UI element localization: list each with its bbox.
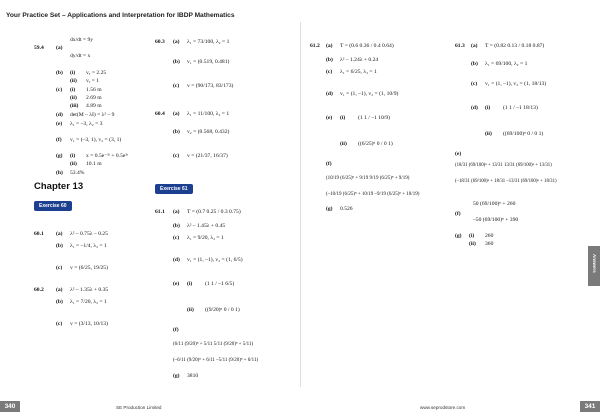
answer-text: v₁ = (1, –1), v₂ = (1, 6/5) (187, 257, 243, 263)
part-label: (a) (56, 231, 63, 237)
answer-matrix-row: 50 (69/100)ⁿ + 260 (473, 201, 516, 207)
answer-text: (1 1 / –1 18/13) (503, 105, 538, 111)
answer-text: λ₁ = 7/20, λ₂ = 1 (70, 299, 107, 305)
side-tab-label: Answers (592, 254, 597, 273)
subpart-label: (ii) (469, 241, 476, 247)
subpart-label: (ii) (485, 131, 492, 137)
part-label: (b) (173, 223, 180, 229)
answer-text: vₓ = 2.25 (86, 70, 107, 76)
part-label: (a) (56, 45, 63, 51)
answer-matrix-row: (–6/11 (9/20)ⁿ + 6/11 –5/11 (9/20)ⁿ + 6/11) (173, 358, 259, 363)
part-label: (f) (326, 161, 332, 167)
question-number: 61.2 (310, 43, 320, 49)
part-label: (g) (56, 153, 63, 159)
answer-text: ((69/100)ⁿ 0 / 0 1) (503, 131, 544, 137)
subpart-label: (i) (70, 87, 76, 93)
answer-text: v₁ = (0.519, 0.481) (187, 59, 230, 65)
answer-text: 1.56 m (86, 87, 102, 93)
answer-text: v = (21/37, 16/37) (187, 153, 228, 159)
part-label: (b) (56, 243, 63, 249)
answer-matrix-row: –50 (69/100)ⁿ + 390 (473, 217, 519, 223)
part-label: (c) (326, 69, 333, 75)
answers-side-tab (588, 246, 600, 286)
chapter-heading: Chapter 13 (34, 181, 84, 192)
answer-matrix-row: (–10/19 (6/25)ⁿ + 10/19 –9/19 (6/25)ⁿ + 10/19) (326, 192, 420, 197)
subpart-label: (iii) (70, 103, 79, 109)
part-label: (f) (173, 327, 179, 333)
answer-text: v = (6/25, 19/25) (70, 265, 108, 271)
publisher-website: www.seprodstore.com (420, 405, 466, 410)
running-header: Your Practice Set – Applications and Interpretation for IBDP Mathematics (6, 12, 235, 19)
answer-text: v = (90/173, 83/173) (187, 83, 234, 89)
answer-text: 2.69 m (86, 95, 102, 101)
publisher-name: SE Production Limited (116, 405, 162, 410)
answer-text: T = (0.6 0.36 / 0.4 0.64) (340, 43, 394, 49)
page-gutter (300, 22, 301, 387)
part-label: (a) (173, 39, 180, 45)
part-label: (b) (173, 59, 180, 65)
answer-text: λ₁ = 73/100, λ₂ = 1 (187, 39, 230, 45)
subpart-label: (ii) (70, 161, 77, 167)
answer-matrix-row: (10/19 (6/25)ⁿ + 9/19 9/19 (6/25)ⁿ + 9/19) (326, 176, 410, 181)
answer-text: v₁ = (1, –1), v₂ = (1, 10/9) (340, 91, 399, 97)
part-label: (a) (173, 111, 180, 117)
part-label: (g) (326, 206, 333, 212)
exercise-tag: Exercise 61 (155, 184, 193, 194)
answer-text: 10.1 m (86, 161, 102, 167)
question-number: 59.4 (34, 45, 44, 51)
answer-text: λ² – 0.75λ – 0.25 (70, 231, 108, 237)
part-label: (c) (56, 321, 63, 327)
question-number: 60.4 (155, 111, 165, 117)
answer-text: (1 1 / –1 10/9) (358, 115, 391, 121)
answer-text: 4.89 m (86, 103, 102, 109)
answer-matrix-row: (18/31 (69/100)ⁿ + 13/31 13/31 (69/100)ⁿ + 13/31) (455, 163, 552, 168)
part-label: (b) (326, 57, 333, 63)
part-label: (h) (56, 170, 63, 176)
answer-text: λ² – 1.24λ + 0.24 (340, 57, 379, 63)
part-label: (d) (326, 91, 333, 97)
answer-text: 53.4% (70, 170, 85, 176)
page-number-left: 340 (0, 401, 20, 412)
page-number-right: 341 (580, 401, 600, 412)
question-number: 60.2 (34, 287, 44, 293)
question-number: 61.1 (155, 209, 165, 215)
answer-text: λ₁ = 69/100, λ₂ = 1 (485, 61, 528, 67)
part-label: (b) (471, 61, 478, 67)
answer-text: 3810 (187, 373, 199, 379)
answer-text: dy/dt = x (70, 53, 91, 59)
answer-text: dx/dt = 9y (70, 37, 94, 43)
part-label: (a) (56, 287, 63, 293)
subpart-label: (ii) (340, 141, 347, 147)
subpart-label: (i) (187, 281, 193, 287)
part-label: (g) (455, 233, 462, 239)
answer-text: v₁ = (1, –1), v₂ = (1, 18/13) (485, 81, 547, 87)
part-label: (a) (471, 43, 478, 49)
question-number: 61.3 (455, 43, 465, 49)
part-label: (c) (173, 83, 180, 89)
part-label: (c) (471, 81, 478, 87)
answer-text: λ₁ = 11/100, λ₂ = 1 (187, 111, 230, 117)
part-label: (b) (173, 129, 180, 135)
question-number: 60.1 (34, 231, 44, 237)
subpart-label: (i) (70, 70, 76, 76)
answer-matrix-row: (–18/31 (69/100)ⁿ + 18/31 –13/31 (69/100)ⁿ + 18/31) (455, 179, 557, 184)
part-label: (d) (471, 105, 478, 111)
part-label: (b) (56, 70, 63, 76)
answer-text: T = (0.82 0.13 / 0.18 0.87) (485, 43, 545, 49)
answer-text: v = (3/13, 10/13) (70, 321, 108, 327)
answer-text: ((9/20)ⁿ 0 / 0 1) (205, 307, 240, 313)
subpart-label: (ii) (187, 307, 194, 313)
answer-text: v₂ = (0.568, 0.432) (187, 129, 230, 135)
subpart-label: (i) (340, 115, 346, 121)
part-label: (e) (455, 151, 462, 157)
part-label: (c) (56, 87, 63, 93)
answer-text: T = (0.7 0.25 / 0.3 0.75) (187, 209, 241, 215)
answer-text: (1 1 / –1 6/5) (205, 281, 235, 287)
footer (0, 394, 600, 420)
answer-text: 360 (485, 241, 494, 247)
subpart-label: (i) (70, 153, 76, 159)
part-label: (f) (455, 211, 461, 217)
subpart-label: (i) (469, 233, 475, 239)
part-label: (a) (326, 43, 333, 49)
part-label: (c) (173, 235, 180, 241)
answer-matrix-row: (6/11 (9/20)ⁿ + 5/11 5/11 (9/20)ⁿ + 5/11) (173, 342, 254, 347)
subpart-label: (i) (485, 105, 491, 111)
part-label: (g) (173, 373, 180, 379)
answer-text: λ₁ = –1/4, λ₂ = 1 (70, 243, 107, 249)
part-label: (b) (56, 299, 63, 305)
answer-text: ((6/25)ⁿ 0 / 0 1) (358, 141, 393, 147)
part-label: (a) (173, 209, 180, 215)
answer-text: v₁ = (–3, 1), v₂ = (3, 1) (70, 137, 122, 143)
answer-text: λ² – 1.35λ + 0.35 (70, 287, 109, 293)
part-label: (c) (56, 265, 63, 271)
answer-text: vᵧ = 1 (86, 78, 100, 84)
part-label: (e) (56, 121, 63, 127)
subpart-label: (ii) (70, 95, 77, 101)
answer-text: 0.526 (340, 206, 353, 212)
part-label: (d) (56, 112, 63, 118)
question-number: 60.3 (155, 39, 165, 45)
part-label: (e) (173, 281, 180, 287)
part-label: (f) (56, 137, 62, 143)
answer-text: x = 0.5e⁻³ᵗ + 0.5e³ᵗ (86, 153, 129, 159)
answer-text: λ² – 1.45λ + 0.45 (187, 223, 226, 229)
answer-text: det(M – λI) = λ² – 9 (70, 112, 115, 118)
exercise-tag: Exercise 60 (34, 201, 72, 211)
answer-text: λ₁ = –3, λ₂ = 3 (70, 121, 103, 127)
part-label: (e) (326, 115, 333, 121)
answer-text: λ₁ = 6/25, λ₂ = 1 (340, 69, 377, 75)
subpart-label: (ii) (70, 78, 77, 84)
answer-text: 260 (485, 233, 494, 239)
part-label: (d) (173, 257, 180, 263)
answer-text: λ₁ = 9/20, λ₂ = 1 (187, 235, 224, 241)
part-label: (c) (173, 153, 180, 159)
